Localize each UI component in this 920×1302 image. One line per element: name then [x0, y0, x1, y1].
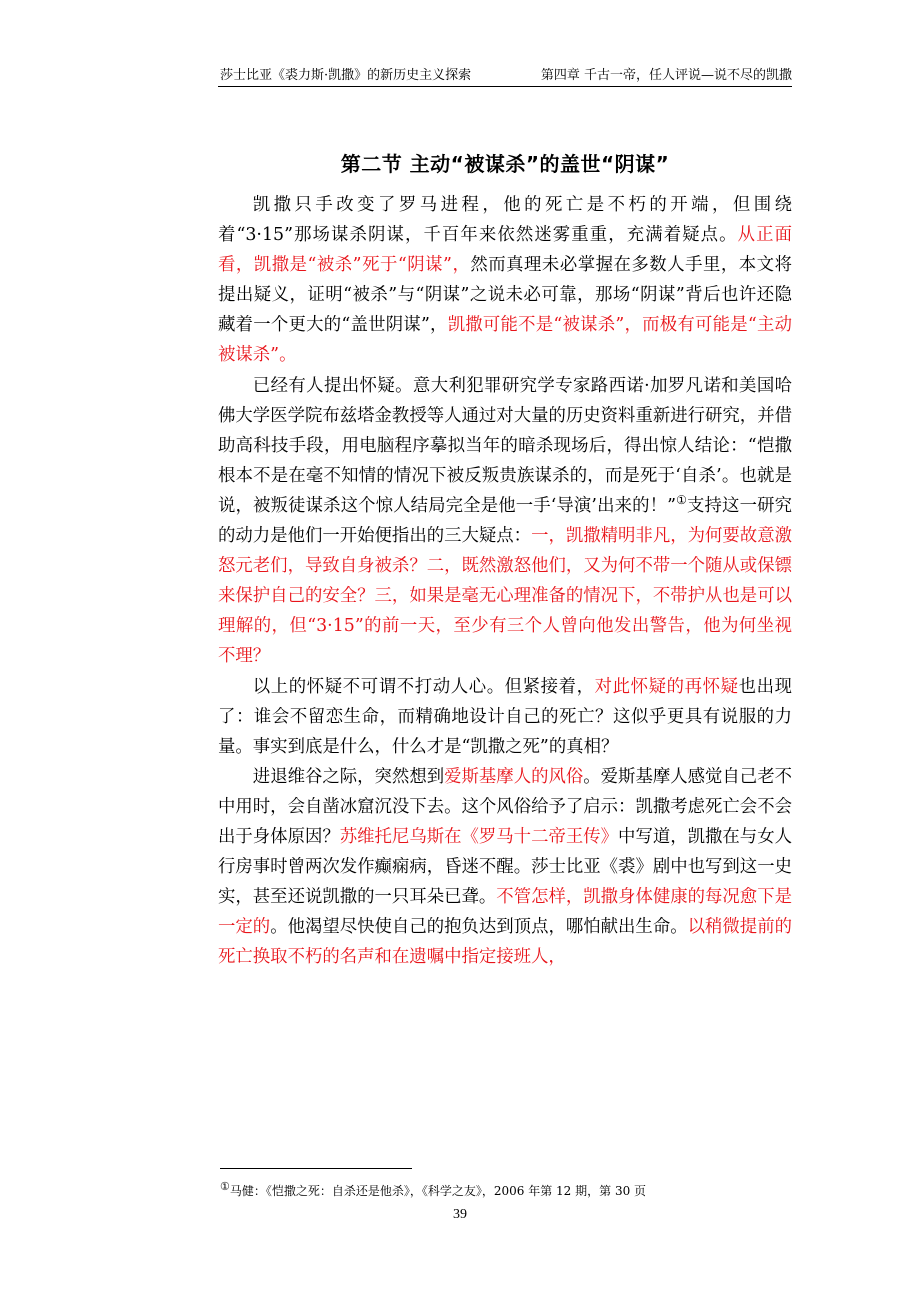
paragraph [218, 672, 792, 762]
header-book-title: 莎士比亚《裘力斯·凯撒》的新历史主义探索 [220, 68, 472, 83]
text-segment: 以上的怀疑不可谓不打动人心。但紧接着， [252, 676, 595, 697]
highlighted-text: 苏维托尼乌斯在《罗马十二帝王传》 [339, 826, 619, 847]
text-segment: 中写道，凯撒在与女人行房事时曾两次发作癫痫病，昏迷不醒。莎士比亚《裘》剧中也写到这一史实，甚至还说凯撒的一只耳朵已聋。 [218, 826, 792, 908]
highlighted-text: 对此怀疑的再怀疑 [594, 676, 739, 697]
text-segment: 然而真理未必掌握在多数人手里，本文将提出疑义，证明“被杀”与“阴谋”之说未必可靠，那场“阴谋”背后也许还隐藏着一个更大的“盖世阴谋”， [218, 255, 792, 336]
body-text [218, 190, 792, 972]
text-segment: 。爱斯基摩人感觉自己老不中用时，会自凿冰窟沉没下去。这个风俗给予了启示：凯撒考虑死亡会不会出于身体原因？ [218, 766, 792, 847]
highlighted-text: 爱斯基摩人的风俗 [444, 766, 584, 787]
text-segment: 凯撒只手改变了罗马进程，他的死亡是不朽的开端，但围绕着“3·15”那场谋杀阴谋，千百年来依然迷雾重重，充满着疑点。 [218, 195, 792, 246]
highlighted-text: 不管怎样，凯撒身体健康的每况愈下是一定的 [218, 887, 792, 938]
footnote-reference: ① [676, 493, 688, 508]
highlighted-text: 凯撒可能不是“被谋杀”，而极有可能是“主动被谋杀”。 [218, 315, 792, 366]
footnote [220, 1182, 646, 1199]
footnote-text: 马健：《恺撒之死：自杀还是他杀》，《科学之友》，2006 年第 12 期，第 30 页 [229, 1184, 647, 1198]
footnote-divider [220, 1168, 412, 1169]
header-chapter-title: 第四章 千古一帝，任人评说—说不尽的凯撒 [540, 68, 792, 83]
highlighted-text: 从正面看，凯撒是“被杀”死于“阴谋”， [218, 225, 792, 276]
paragraph [218, 762, 792, 973]
highlighted-text: 以稍微提前的死亡换取不朽的名声和在遗嘱中指定接班人， [218, 917, 792, 968]
text-segment: 支持这一研究的动力是他们一开始便指出的三大疑点： [218, 495, 792, 547]
section-title: 第二节 主动“被谋杀”的盖世“阴谋” [340, 152, 670, 176]
paragraph [218, 190, 792, 371]
text-segment: 也出现了：谁会不留恋生命，而精确地设计自己的死亡？这似乎更具有说服的力量。事实到底是什么，什么才是“凯撒之死”的真相？ [218, 676, 792, 757]
running-header [218, 64, 792, 87]
paragraph [218, 371, 792, 672]
highlighted-text: 一，凯撒精明非凡，为何要故意激怒元老们，导致自身被杀？二，既然激怒他们，又为何不带一个随从或保镖来保护自己的安全？三，如果是毫无心理准备的情况下，不带护从也是可以理解的，但“3·15”的前一天，至少有三个人曾向他发出警告，他为何坐视不理？ [218, 526, 792, 667]
footnote-marker: ① [220, 1180, 230, 1193]
page-number: 39 [453, 1207, 467, 1222]
text-segment: 已经有人提出怀疑。意大利犯罪研究学专家路西诺·加罗凡诺和美国哈佛大学医学院布兹塔金教授等人通过对大量的历史资料重新进行研究，并借助高科技手段，用电脑程序摹拟当年的暗杀现场后，得出惊人结论：“恺撒根本不是在毫不知情的情况下被反叛贵族谋杀的，而是死于‘自杀’。也就是说，被叛徒谋杀这个惊人结局完全是他一手‘导演’出来的！” [218, 375, 792, 516]
text-segment: 。他渴望尽快使自己的抱负达到顶点，哪怕献出生命。 [270, 917, 688, 938]
text-segment: 进退维谷之际，突然想到 [252, 766, 445, 787]
